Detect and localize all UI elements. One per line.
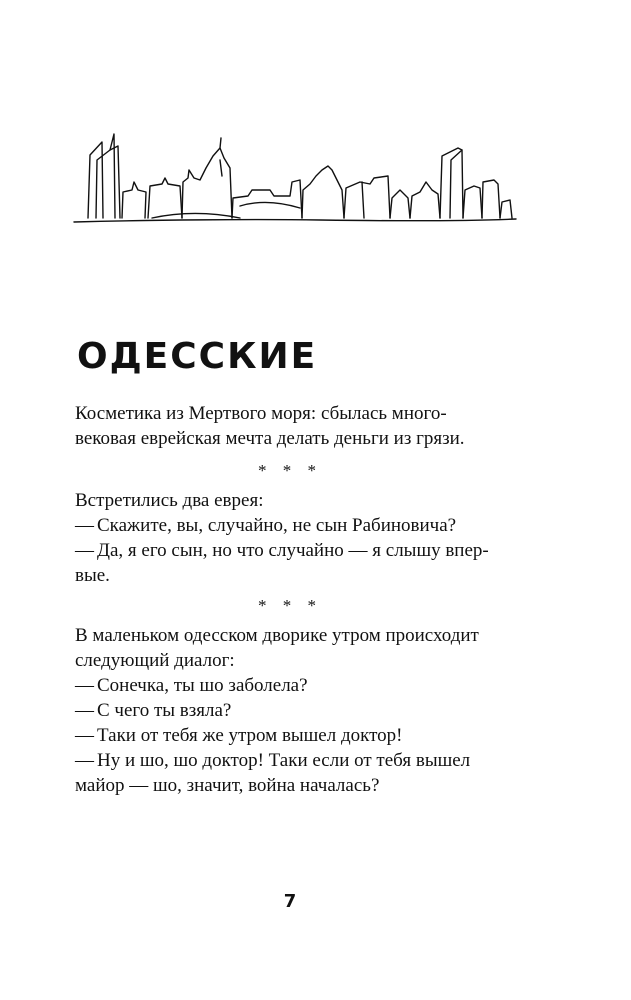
dialogue-text: Ну и шо, шо доктор! Таки если от тебя вышел (97, 750, 471, 771)
dialogue-line (75, 748, 515, 773)
joke-1-line-1: Косметика из Мертвого моря: сбылась много- (75, 403, 447, 424)
dialogue-line (75, 698, 515, 723)
dialogue-line (75, 673, 515, 698)
dialogue-text: С чего ты взяла? (97, 700, 232, 721)
dialogue-line (75, 513, 515, 538)
dialogue-dash: — (75, 515, 94, 536)
dialogue-line (75, 538, 515, 563)
city-skyline-illustration (70, 120, 520, 230)
joke-3-intro-line-2: следующий диалог: (75, 650, 235, 671)
dialogue-continuation: вые. (75, 565, 110, 586)
dialogue-dash: — (75, 540, 94, 561)
dialogue-line (75, 723, 515, 748)
joke-3-intro-line-1: В маленьком одесском дворике утром происходит (75, 625, 479, 646)
joke-1 (75, 401, 515, 451)
joke-2 (75, 488, 515, 588)
section-separator: * * * (258, 461, 322, 480)
dialogue-dash: — (75, 750, 94, 771)
dialogue-dash: — (75, 725, 94, 746)
joke-2-intro: Встретились два еврея: (75, 490, 264, 511)
page-number: 7 (283, 891, 297, 912)
joke-3 (75, 623, 515, 798)
dialogue-text: Да, я его сын, но что случайно — я слышу впер- (97, 540, 489, 561)
dialogue-dash: — (75, 700, 94, 721)
dialogue-text: Сонечка, ты шо заболела? (97, 675, 308, 696)
dialogue-continuation: майор — шо, значит, война началась? (75, 775, 380, 796)
section-separator: * * * (258, 596, 322, 615)
dialogue-text: Таки от тебя же утром вышел доктор! (97, 725, 403, 746)
dialogue-text: Скажите, вы, случайно, не сын Рабиновича? (97, 515, 457, 536)
joke-1-line-2: вековая еврейская мечта делать деньги из грязи. (75, 428, 465, 449)
dialogue-dash: — (75, 675, 94, 696)
chapter-title: ОДЕССКИЕ (77, 336, 318, 377)
